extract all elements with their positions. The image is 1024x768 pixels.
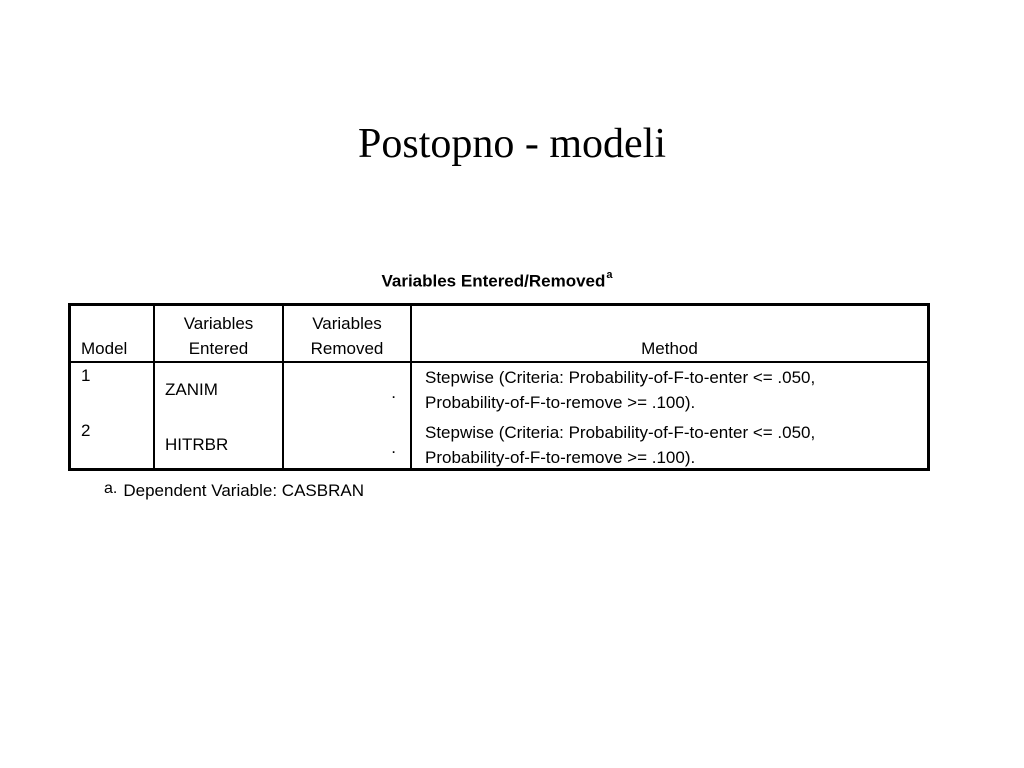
variables-table — [68, 303, 930, 471]
header-entered-line1: Variables — [183, 314, 254, 333]
table-row-1-model: 1 — [81, 366, 91, 385]
table-caption-marker: a — [606, 269, 613, 281]
header-divider — [71, 361, 927, 363]
table-grid — [71, 306, 927, 468]
header-model: Model — [81, 339, 128, 358]
header-removed-line1: Variables — [312, 314, 382, 333]
slide-title: Postopno - modeli — [357, 121, 666, 167]
header-removed-line2: Removed — [310, 339, 384, 358]
table-row-1-method-line1: Stepwise (Criteria: Probability-of-F-to-enter <= .050, — [425, 368, 816, 387]
table-row-2-entered: HITRBR — [165, 435, 229, 454]
header-method: Method — [641, 339, 698, 358]
footnote-marker: a. — [104, 480, 118, 497]
footnote-text: Dependent Variable: CASBRAN — [123, 481, 364, 500]
table-row-2-model: 2 — [81, 421, 91, 440]
table-row-1-removed: . — [391, 383, 396, 402]
table-row-1-entered: ZANIM — [165, 380, 218, 399]
table-caption-text: Variables Entered/Removed — [381, 271, 606, 291]
table-row-1-method-line2: Probability-of-F-to-remove >= .100). — [425, 393, 696, 412]
table-caption — [0, 266, 994, 293]
table-row-2-method-line2: Probability-of-F-to-remove >= .100). — [425, 448, 696, 467]
column-divider — [410, 306, 412, 468]
table-row-2-method-line1: Stepwise (Criteria: Probability-of-F-to-enter <= .050, — [425, 423, 816, 442]
table-footnote — [104, 480, 364, 503]
table-row-2-removed: . — [391, 438, 396, 457]
header-entered-line2: Entered — [188, 339, 249, 358]
